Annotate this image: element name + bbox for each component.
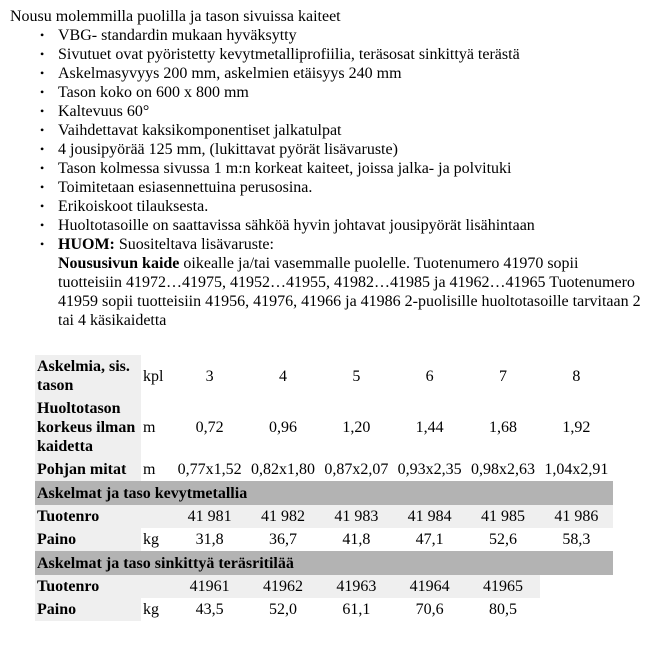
note-lead: Noususivun kaide	[58, 255, 180, 272]
cell-value: 0,98x2,63	[470, 461, 535, 478]
cell-value: 31,8	[195, 531, 224, 548]
row-unit: m	[143, 461, 156, 478]
list-item	[38, 26, 647, 45]
table-row-pohjan-mitat	[35, 458, 613, 481]
cell-value: 41 986	[540, 505, 613, 528]
cell-value: 52,0	[268, 601, 297, 618]
list-item-text: Sivutuet ovat pyöristetty kevytmetalliprofiilia, teräsosat sinkittyä terästä	[58, 46, 520, 63]
huom-text: Suositeltava lisävaruste:	[114, 236, 274, 253]
list-item-text: Erikoiskoot tilauksesta.	[58, 198, 209, 215]
cell-value: 0,72	[195, 419, 224, 436]
cell-value: 5	[352, 367, 361, 385]
list-item-text: Vaihdettavat kaksikomponentiset jalkatulpat	[58, 122, 342, 139]
row-label: Paino	[35, 528, 141, 551]
cell-value: 41961	[173, 575, 246, 598]
cell-value: 8	[572, 367, 581, 385]
cell-value: 58,3	[562, 531, 591, 548]
cell-value: 41964	[393, 575, 466, 598]
list-item	[38, 121, 647, 140]
cell-value: 41 981	[173, 505, 246, 528]
cell-value: 3	[205, 367, 214, 385]
cell-value: 7	[498, 367, 507, 385]
table-row-huoltotason-korkeus	[35, 397, 613, 458]
cell-value: 0,96	[268, 419, 297, 436]
list-item	[38, 83, 647, 102]
row-label: Paino	[35, 598, 141, 621]
section-title: Askelmat ja taso sinkittyä teräsritilää	[35, 551, 613, 575]
list-item	[38, 64, 647, 83]
list-item-text: Huoltotasoille on saattavissa sähköä hyvin johtavat jousipyörät lisähintaan	[58, 217, 535, 234]
list-item	[38, 216, 647, 235]
list-item	[38, 102, 647, 121]
row-unit	[141, 505, 173, 528]
row-unit: m	[143, 419, 156, 436]
cell-value	[540, 598, 613, 621]
cell-value: 0,87x2,07	[324, 461, 389, 478]
list-item-text: Kaltevuus 60°	[58, 103, 150, 120]
feature-list	[10, 26, 647, 330]
cell-value: 41 982	[246, 505, 319, 528]
cell-value: 41965	[466, 575, 539, 598]
row-label: Tuotenro	[35, 505, 141, 528]
cell-value: 80,5	[488, 601, 517, 618]
cell-value: 6	[425, 367, 434, 385]
list-item-text: Tason kolmessa sivussa 1 m:n korkeat kaiteet, joissa jalka- ja polvituki	[58, 160, 512, 177]
cell-value: 41 984	[393, 505, 466, 528]
row-label: Huoltotason korkeus ilman kaidetta	[35, 397, 141, 458]
table-row-tuotenro	[35, 505, 613, 528]
cell-value: 43,5	[195, 601, 224, 618]
cell-value: 52,6	[488, 531, 517, 548]
cell-value: 41963	[320, 575, 393, 598]
table-row-tuotenro	[35, 575, 613, 598]
note-text: oikealle ja/tai vasemmalle puolelle. Tuotenumero 41970 sopii tuotteisiin 41972…41975, 41952…41955, 41982…41985 ja 41962…41965 Tuotenumero 41959 sopii tuotteisiin 41956, 41976, 41966 ja 41986 2-puolisille huoltotasoille tarvitaan 2 tai 4 käsikaidetta	[58, 255, 641, 329]
cell-value	[540, 575, 613, 598]
list-item-huom	[38, 235, 647, 330]
cell-value: 41 983	[320, 505, 393, 528]
table-row-paino	[35, 598, 613, 621]
cell-value: 70,6	[415, 601, 444, 618]
cell-value: 0,93x2,35	[397, 461, 462, 478]
list-item-text: Askelmasyvyys 200 mm, askelmien etäisyys 240 mm	[58, 65, 402, 82]
cell-value: 0,77x1,52	[177, 461, 242, 478]
list-item	[38, 159, 647, 178]
list-item	[38, 140, 647, 159]
cell-value: 1,92	[562, 419, 591, 436]
cell-value: 1,20	[342, 419, 371, 436]
list-item	[38, 197, 647, 216]
row-unit	[141, 575, 173, 598]
huom-note	[58, 254, 641, 330]
cell-value: 61,1	[342, 601, 371, 618]
cell-value: 41962	[246, 575, 319, 598]
row-label: Tuotenro	[35, 575, 141, 598]
list-item-text: Tason koko on 600 x 800 mm	[58, 84, 249, 101]
intro-title: Nousu molemmilla puolilla ja tason sivuissa kaiteet	[10, 8, 341, 25]
row-unit: kpl	[143, 367, 164, 385]
cell-value: 4	[278, 367, 287, 385]
list-item	[38, 178, 647, 197]
cell-value: 47,1	[415, 531, 444, 548]
section-header-kevytmetallia	[35, 481, 613, 505]
product-table	[35, 355, 613, 621]
cell-value: 41,8	[342, 531, 371, 548]
table-row-askelmia	[35, 355, 613, 397]
cell-value: 0,82x1,80	[250, 461, 315, 478]
table-row-paino	[35, 528, 613, 551]
section-title: Askelmat ja taso kevytmetallia	[35, 481, 613, 505]
row-label: Askelmia, sis. tason	[35, 355, 141, 397]
list-item-text: 4 jousipyörää 125 mm, (lukittavat pyörät lisävaruste)	[58, 141, 398, 158]
list-item	[38, 45, 647, 64]
row-unit: kg	[143, 601, 159, 618]
row-label: Pohjan mitat	[35, 458, 141, 481]
cell-value: 36,7	[268, 531, 297, 548]
cell-value: 1,44	[415, 419, 444, 436]
list-item-text: VBG- standardin mukaan hyväksytty	[58, 27, 297, 44]
huom-label: HUOM:	[58, 236, 115, 253]
cell-value: 1,68	[488, 419, 517, 436]
section-header-terasritila	[35, 551, 613, 575]
list-item-text: Toimitetaan esiasennettuina perusosina.	[58, 179, 313, 196]
row-unit: kg	[143, 531, 159, 548]
cell-value: 1,04x2,91	[544, 461, 609, 478]
cell-value: 41 985	[466, 505, 539, 528]
